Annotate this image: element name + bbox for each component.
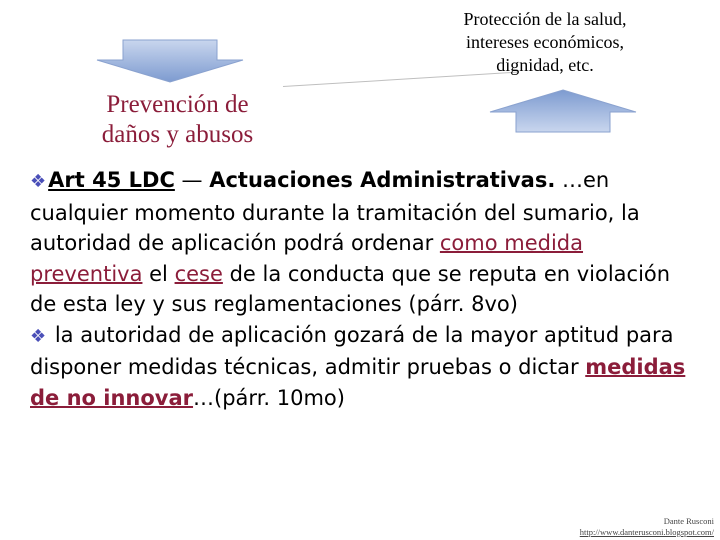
emphasis-no-innovar: medidas de no innovar xyxy=(30,355,686,410)
blog-link[interactable]: http://www.danterusconi.blogspot.com/ xyxy=(579,527,714,537)
note-line: intereses económicos, xyxy=(466,32,624,52)
emphasis-cese: cese xyxy=(174,261,223,286)
paragraph-authority xyxy=(30,320,700,414)
page-heading xyxy=(70,90,285,150)
paragraph-text: …(párr. 10mo) xyxy=(193,385,345,410)
heading-line: daños y abusos xyxy=(101,121,254,148)
article-title: Actuaciones Administrativas. xyxy=(209,168,556,192)
paragraph-text: de la conducta que se reputa en violación de esta ley y sus reglamentaciones (párr. 8vo) xyxy=(30,261,671,316)
article-body xyxy=(30,165,700,413)
article-ref: Art 45 LDC xyxy=(48,168,175,192)
paragraph-text: el xyxy=(142,261,175,286)
protection-note xyxy=(415,8,675,77)
up-arrow-icon xyxy=(488,88,638,134)
heading-line: Prevención de xyxy=(106,91,249,118)
paragraph-text: …en cualquier momento durante la tramitación del sumario, la autoridad de aplicación podrá ordenar xyxy=(30,168,640,255)
paragraph-text: la autoridad de aplicación gozará de la mayor aptitud para disponer medidas técnicas, admitir pruebas o dictar xyxy=(30,322,674,379)
dash: — xyxy=(174,168,210,192)
paragraph-art45 xyxy=(30,165,700,320)
note-line: dignidad, etc. xyxy=(496,55,594,75)
diamond-bullet-icon: ❖ xyxy=(30,325,47,347)
down-arrow-icon xyxy=(95,38,245,84)
author-credit xyxy=(580,516,714,538)
author-name: Dante Rusconi xyxy=(663,516,714,526)
emphasis-preventive-measure: como medida preventiva xyxy=(30,231,584,286)
diamond-bullet-icon: ❖ xyxy=(30,171,47,192)
note-line: Protección de la salud, xyxy=(463,9,627,29)
